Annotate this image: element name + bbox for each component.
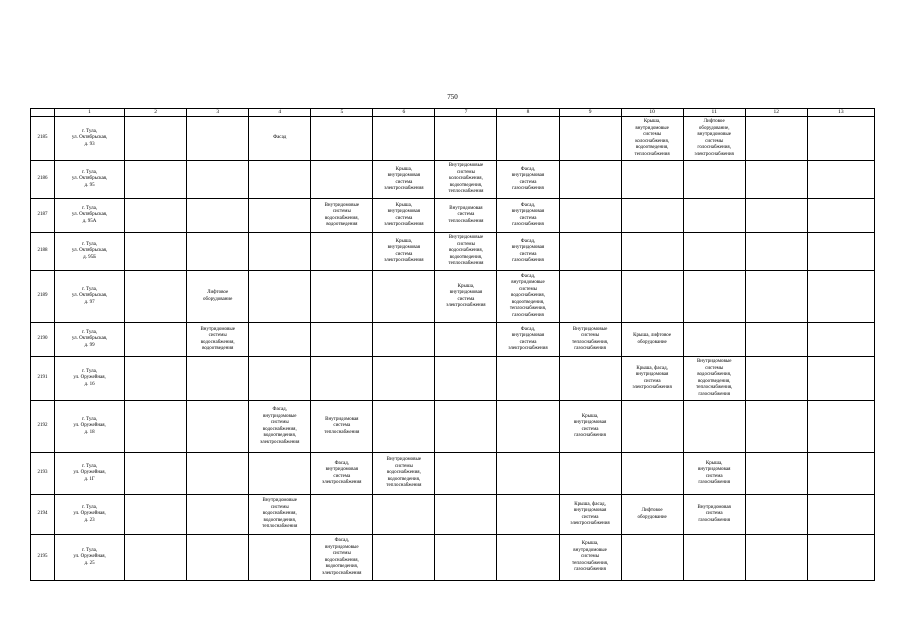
work-cell: Крыша, внутридомовая система электроснабжения [373, 161, 435, 199]
work-cell [559, 453, 621, 495]
work-cell: Внутридомовые системы водоснабжения, водоотведения [187, 323, 249, 357]
header-cell: 4 [249, 109, 311, 117]
work-cell [621, 401, 683, 453]
work-cell [311, 495, 373, 535]
row-number: 2189 [31, 271, 55, 323]
work-cell [807, 233, 874, 271]
work-cell [621, 233, 683, 271]
address-cell: г. Тула, ул. Октябрьская, д. 97 [55, 271, 125, 323]
address-cell: г. Тула, ул. Оружейная, д. 1Г [55, 453, 125, 495]
address-cell: г. Тула, ул. Оружейная, д. 18 [55, 401, 125, 453]
header-cell: 8 [497, 109, 559, 117]
header-cell: 3 [187, 109, 249, 117]
work-cell [187, 535, 249, 581]
work-cell [683, 161, 745, 199]
work-cell: Внутридомовая система газоснабжения [683, 495, 745, 535]
row-number: 2191 [31, 357, 55, 401]
work-cell [807, 323, 874, 357]
work-cell: Крыша, лифтовое оборудование [621, 323, 683, 357]
work-cell [125, 401, 187, 453]
work-cell [745, 535, 807, 581]
header-cell: 7 [435, 109, 497, 117]
work-cell: Фасад, внутридомовая система электроснабжения [497, 323, 559, 357]
work-cell [559, 117, 621, 161]
work-cell: Фасад, внутридомовая система газоснабжения [497, 199, 559, 233]
work-cell [311, 271, 373, 323]
work-cell [497, 117, 559, 161]
address-cell: г. Тула, ул. Октябрьская, д. 93 [55, 117, 125, 161]
work-cell: Внутридомовые системы водоснабжения, водоотведения, теплоснабжения [249, 495, 311, 535]
work-cell: Крыша, внутридомовая система электроснабжения [373, 199, 435, 233]
work-cell [187, 495, 249, 535]
work-cell [621, 199, 683, 233]
work-cell [807, 495, 874, 535]
work-cell [621, 535, 683, 581]
work-cell: Фасад, внутридомовая система газоснабжения [497, 161, 559, 199]
work-cell [621, 453, 683, 495]
repair-schedule-table [30, 108, 875, 581]
work-cell [745, 199, 807, 233]
work-cell: Лифтовое оборудование, внутридомовые системы голоснабжения, электроснабжения [683, 117, 745, 161]
work-cell [497, 357, 559, 401]
work-cell [373, 271, 435, 323]
work-cell: Лифтовое оборудование [187, 271, 249, 323]
row-number: 2194 [31, 495, 55, 535]
header-cell-blank [31, 109, 55, 117]
work-cell [683, 535, 745, 581]
table-row [31, 495, 875, 535]
work-cell [435, 453, 497, 495]
table-row [31, 271, 875, 323]
address-cell: г. Тула, ул. Октябрьская, д. 95 [55, 161, 125, 199]
work-cell [621, 161, 683, 199]
work-cell [683, 199, 745, 233]
header-cell: 13 [807, 109, 874, 117]
row-number: 2190 [31, 323, 55, 357]
work-cell [125, 199, 187, 233]
work-cell [125, 535, 187, 581]
work-cell [745, 117, 807, 161]
work-cell [373, 535, 435, 581]
work-cell [249, 233, 311, 271]
row-number: 2185 [31, 117, 55, 161]
work-cell [497, 453, 559, 495]
header-cell: 6 [373, 109, 435, 117]
work-cell [559, 233, 621, 271]
work-cell: Фасад, внутридомовые системы водоснабжения, водоотведения, электроснабжения [249, 401, 311, 453]
work-cell: Внутридомовая система теплоснабжения [435, 199, 497, 233]
address-cell: г. Тула, ул. Оружейная, д. 16 [55, 357, 125, 401]
table-row [31, 323, 875, 357]
work-cell: Крыша, внутридомовая система газоснабжения [683, 453, 745, 495]
work-cell [745, 271, 807, 323]
work-cell [435, 117, 497, 161]
table-row [31, 117, 875, 161]
work-cell: Внутридомовые системы водоснабжения, водоотведения, теплоснабжения, газоснабжения [683, 357, 745, 401]
work-cell [435, 495, 497, 535]
row-number: 2193 [31, 453, 55, 495]
work-cell [745, 323, 807, 357]
work-cell [745, 357, 807, 401]
table-row [31, 199, 875, 233]
work-cell [745, 161, 807, 199]
work-cell [559, 199, 621, 233]
work-cell [187, 401, 249, 453]
work-cell [807, 161, 874, 199]
address-cell: г. Тула, ул. Оружейная, д. 25 [55, 535, 125, 581]
work-cell: Крыша, внутридомовые системы теплоснабжения, газоснабжения [559, 535, 621, 581]
work-cell: Внутридомовые системы водоснабжения, водоотведения [311, 199, 373, 233]
work-cell [683, 271, 745, 323]
header-cell: 12 [745, 109, 807, 117]
header-cell: 2 [125, 109, 187, 117]
work-cell [249, 271, 311, 323]
work-cell [683, 233, 745, 271]
work-cell: Лифтовое оборудование [621, 495, 683, 535]
row-number: 2195 [31, 535, 55, 581]
address-cell: г. Тула, ул. Октябрьская, д. 99 [55, 323, 125, 357]
work-cell [125, 117, 187, 161]
work-cell [187, 199, 249, 233]
table-row [31, 401, 875, 453]
work-cell [187, 453, 249, 495]
work-cell [745, 233, 807, 271]
work-cell: Крыша, внутридомовая система газоснабжения [559, 401, 621, 453]
work-cell [249, 535, 311, 581]
work-cell: Фасад, внутридомовая система газоснабжения [497, 233, 559, 271]
address-cell: г. Тула, ул. Оружейная, д. 23 [55, 495, 125, 535]
work-cell [745, 401, 807, 453]
work-cell [187, 161, 249, 199]
table-row [31, 453, 875, 495]
table-row [31, 233, 875, 271]
header-cell: 10 [621, 109, 683, 117]
work-cell [435, 357, 497, 401]
table-row [31, 161, 875, 199]
work-cell: Фасад, внутридомовые системы водоснабжения, водоотведения, электроснабжения [311, 535, 373, 581]
work-cell: Внутридомовая система теплоснабжения [311, 401, 373, 453]
work-cell: Фасад [249, 117, 311, 161]
work-cell [621, 271, 683, 323]
work-cell [249, 357, 311, 401]
header-cell: 1 [55, 109, 125, 117]
work-cell: Внутридомовые системы колоснабжения, водоотведения, теплоснабжения [435, 161, 497, 199]
work-cell [125, 453, 187, 495]
header-row [31, 109, 875, 117]
work-cell: Крыша, внутридомовые системы колоснабжения, водоотведения, теплоснабжения [621, 117, 683, 161]
work-cell [807, 453, 874, 495]
work-cell: Фасад, внутридомовые системы водоснабжения, водоотведения, теплоснабжения, газоснабжения [497, 271, 559, 323]
work-cell: Внутридомовые системы водоснабжения, водоотведения, теплоснабжения [373, 453, 435, 495]
work-cell [125, 271, 187, 323]
work-cell [125, 233, 187, 271]
work-cell [373, 357, 435, 401]
work-cell [435, 535, 497, 581]
work-cell: Внутридомовые системы водоснабжения, водоотведения, теплоснабжения [435, 233, 497, 271]
work-cell [249, 453, 311, 495]
address-cell: г. Тула, ул. Октябрьская, д. 95А [55, 199, 125, 233]
work-cell [745, 495, 807, 535]
work-cell [497, 535, 559, 581]
work-cell [683, 323, 745, 357]
table-row [31, 357, 875, 401]
row-number: 2187 [31, 199, 55, 233]
work-cell [125, 495, 187, 535]
work-cell [745, 453, 807, 495]
row-number: 2186 [31, 161, 55, 199]
work-cell [373, 117, 435, 161]
work-cell [311, 233, 373, 271]
work-cell [807, 199, 874, 233]
work-cell [559, 161, 621, 199]
header-cell: 11 [683, 109, 745, 117]
work-cell [311, 161, 373, 199]
work-cell [373, 495, 435, 535]
work-cell [311, 117, 373, 161]
work-cell [807, 117, 874, 161]
work-cell [187, 233, 249, 271]
work-cell [125, 161, 187, 199]
work-cell [683, 401, 745, 453]
work-cell [807, 401, 874, 453]
work-cell: Внутридомовые системы теплоснабжения, газоснабжения [559, 323, 621, 357]
work-cell [497, 495, 559, 535]
work-cell [807, 357, 874, 401]
work-cell: Фасад, внутридомовая система электроснабжения [311, 453, 373, 495]
work-cell [311, 357, 373, 401]
header-cell: 9 [559, 109, 621, 117]
work-cell [187, 357, 249, 401]
work-cell: Крыша, внутридомовая система электроснабжения [373, 233, 435, 271]
work-cell [125, 357, 187, 401]
work-cell [435, 401, 497, 453]
work-cell: Крыша, внутридомовая система электроснабжения [435, 271, 497, 323]
page-number: 750 [447, 93, 458, 101]
work-cell [807, 535, 874, 581]
work-cell [807, 271, 874, 323]
row-number: 2192 [31, 401, 55, 453]
work-cell [311, 323, 373, 357]
work-cell [249, 199, 311, 233]
header-cell: 5 [311, 109, 373, 117]
work-cell [559, 271, 621, 323]
work-cell [373, 401, 435, 453]
work-cell [559, 357, 621, 401]
work-cell [249, 323, 311, 357]
work-cell [497, 401, 559, 453]
table-row [31, 535, 875, 581]
work-cell [435, 323, 497, 357]
work-cell [125, 323, 187, 357]
work-cell [187, 117, 249, 161]
work-cell [249, 161, 311, 199]
work-cell: Крыша, фасад, внутридомовая система электроснабжения [621, 357, 683, 401]
row-number: 2188 [31, 233, 55, 271]
work-cell: Крыша, фасад, внутридомовая система электроснабжения [559, 495, 621, 535]
work-cell [373, 323, 435, 357]
address-cell: г. Тула, ул. Октябрьская, д. 95Б [55, 233, 125, 271]
